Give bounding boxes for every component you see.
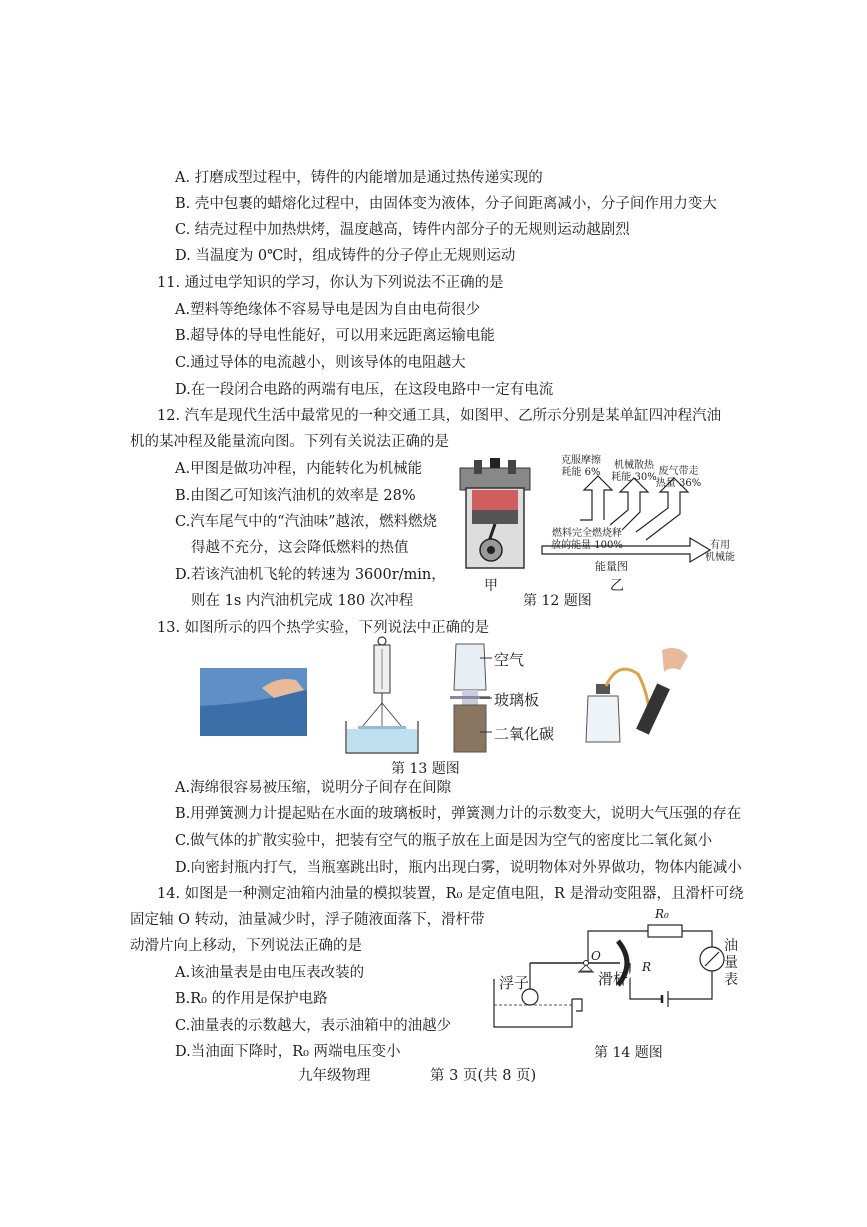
fig12-caption: 第 12 题图: [523, 593, 592, 609]
energy-heat-label: 机械散热 耗能 30%: [611, 460, 657, 483]
footer-page-number: 第 3 页(共 8 页): [430, 1068, 537, 1084]
label-pivot-o: O: [591, 949, 601, 963]
label-r: R: [642, 960, 652, 974]
spring-scale-figure: [340, 635, 425, 757]
sponge-photo: [200, 668, 307, 736]
energy-useful-label: 有用 机械能: [705, 540, 735, 563]
energy-friction-label: 克服摩擦 耗能 6%: [561, 455, 601, 478]
energy-fuel-label: 燃料完全燃烧释 放的能量 100%: [551, 528, 623, 551]
pump-bottle-figure: [578, 640, 698, 745]
label-glass-plate: 玻璃板: [494, 691, 540, 709]
q12-stem-line2: 机的某冲程及能量流向图。下列有关说法正确的是: [130, 434, 449, 450]
q12-option-a: A.甲图是做功冲程，内能转化为机械能: [175, 461, 423, 477]
q12-option-d-line1: D.若该汽油机飞轮的转速为 3600r/min，: [175, 567, 446, 583]
engine-cylinder-figure: [456, 458, 534, 573]
label-rod: 滑杆: [598, 970, 629, 988]
q13-option-b: B.用弹簧测力计提起贴在水面的玻璃板时，弹簧测力计的示数变大，说明大气压强的存在: [175, 806, 742, 822]
energy-exhaust-label: 废气带走 热量 36%: [655, 466, 702, 489]
q11-stem: 11. 通过电学知识的学习，你认为下列说法不正确的是: [157, 275, 504, 291]
fig13-caption: 第 13 题图: [391, 761, 460, 777]
q12-option-d-line2: 则在 1s 内汽油机完成 180 次冲程: [191, 593, 414, 609]
q14-stem-line2: 固定轴 O 转动，油量减少时，浮子随液面落下，滑杆带: [130, 912, 485, 928]
q12-option-c-line1: C.汽车尾气中的“汽油味”越浓，燃料燃烧: [175, 514, 438, 530]
q14-option-d: D.当油面下降时，R₀ 两端电压变小: [175, 1044, 401, 1060]
label-air: 空气: [494, 651, 525, 669]
label-oil-meter: 油量表: [724, 938, 738, 988]
q10-option-c: C. 结壳过程中加热烘烤，温度越高，铸件内部分子的无规则运动越剧烈: [175, 222, 630, 238]
q12-option-c-line2: 得越不充分，这会降低燃料的热值: [191, 540, 409, 556]
q11-option-c: C.通过导体的电流越小，则该导体的电阻越大: [175, 355, 466, 371]
q12-option-b: B.由图乙可知该汽油机的效率是 28%: [175, 488, 416, 504]
label-float: 浮子: [499, 974, 530, 992]
label-nitrogen-dioxide: 二氧化碳: [494, 725, 555, 743]
footer-subject: 九年级物理: [298, 1068, 371, 1084]
q14-option-c: C.油量表的示数越大，表示油箱中的油越少: [175, 1018, 452, 1034]
q11-option-d: D.在一段闭合电路的两端有电压，在这段电路中一定有电流: [175, 382, 554, 398]
q14-stem-line1: 14. 如图是一种测定油箱内油量的模拟装置，R₀ 是定值电阻，R 是滑动变阻器，且滑杆可绕: [157, 886, 744, 902]
energy-chart-label: 能量图: [595, 560, 628, 573]
q13-option-a: A.海绵很容易被压缩，说明分子间存在间隙: [175, 780, 452, 796]
fig12-label-jia: 甲: [484, 578, 498, 594]
q11-option-b: B.超导体的导电性能好，可以用来远距离运输电能: [175, 328, 495, 344]
q10-option-b: B. 壳中包裹的蜡熔化过程中，由固体变为液体，分子间距离减小，分子间作用力变大: [175, 196, 717, 212]
q14-option-b: B.R₀ 的作用是保护电路: [175, 991, 328, 1007]
q12-stem-line1: 12. 汽车是现代生活中最常见的一种交通工具，如图甲、乙所示分别是某单缸四冲程汽油: [157, 408, 722, 424]
fig14-caption: 第 14 题图: [594, 1045, 663, 1061]
q13-option-d: D.向密封瓶内打气，当瓶塞跳出时，瓶内出现白雾，说明物体对外界做功，物体内能减小: [175, 860, 742, 876]
q14-option-a: A.该油量表是由电压表改装的: [175, 965, 365, 981]
fig12-label-yi: 乙: [610, 578, 624, 594]
q11-option-a: A.塑料等绝缘体不容易导电是因为自由电荷很少: [175, 302, 481, 318]
q10-option-d: D. 当温度为 0℃时，组成铸件的分子停止无规则运动: [175, 248, 516, 264]
q14-stem-line3: 动滑片向上移动，下列说法正确的是: [130, 938, 362, 954]
q13-option-c: C.做气体的扩散实验中，把装有空气的瓶子放在上面是因为空气的密度比二氧化氮小: [175, 833, 713, 849]
q13-stem: 13. 如图所示的四个热学实验，下列说法中正确的是: [157, 620, 490, 636]
label-r0: R₀: [655, 907, 669, 921]
q10-option-a: A. 打磨成型过程中，铸件的内能增加是通过热传递实现的: [175, 170, 543, 186]
